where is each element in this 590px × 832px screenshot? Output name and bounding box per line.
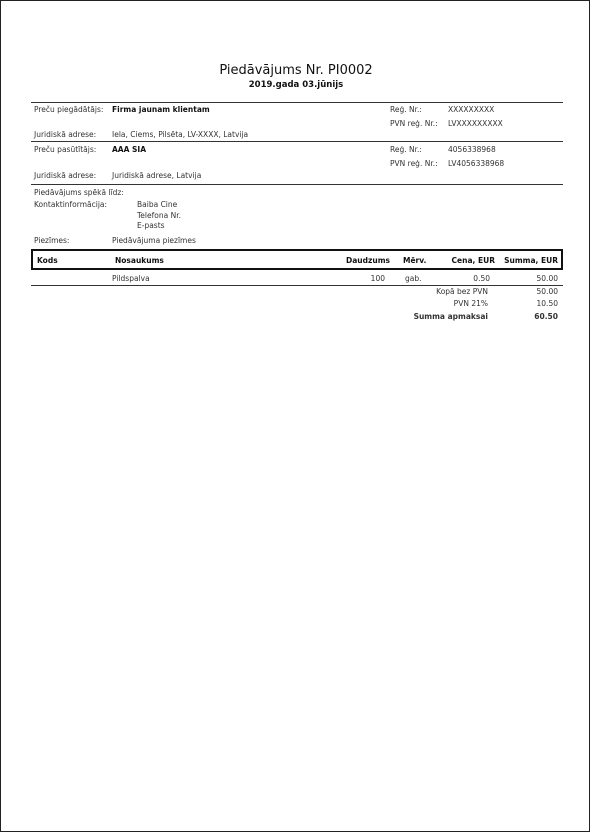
customer-name: AAA SIA (112, 145, 147, 154)
column-header-sum: Summa, EUR (504, 256, 558, 265)
customer-reg-value: 4056338968 (448, 145, 496, 154)
customer-vat-label: PVN reģ. Nr.: (390, 159, 438, 168)
contact-email: E-pasts (137, 221, 165, 230)
customer-label: Preču pasūtītājs: (34, 145, 97, 154)
row-name: Pildspalva (112, 274, 150, 283)
column-header-quantity: Daudzums (346, 256, 390, 265)
items-table-header (31, 249, 563, 270)
row-quantity: 100 (370, 274, 385, 283)
contact-phone: Telefona Nr. (137, 211, 181, 220)
notes-label: Piezīmes: (34, 236, 70, 245)
supplier-vat-value: LVXXXXXXXXX (448, 119, 503, 128)
valid-until-label: Piedāvājums spēkā līdz: (34, 188, 124, 197)
supplier-reg-label: Reģ. Nr.: (390, 105, 422, 114)
column-header-code: Kods (37, 256, 58, 265)
net-total-label: Kopā bez PVN (436, 287, 488, 296)
row-price: 0.50 (473, 274, 490, 283)
supplier-label: Preču piegādātājs: (34, 105, 104, 114)
vat-total-value: 10.50 (536, 299, 558, 308)
supplier-vat-label: PVN reģ. Nr.: (390, 119, 438, 128)
column-header-unit: Mērv. (403, 256, 427, 265)
divider (31, 184, 563, 185)
column-header-name: Nosaukums (115, 256, 164, 265)
grand-total-label: Summa apmaksai (413, 312, 488, 321)
vat-total-label: PVN 21% (453, 299, 488, 308)
customer-address: Juridiskā adrese, Latvija (112, 171, 202, 180)
notes-value: Piedāvājuma piezīmes (112, 236, 196, 245)
grand-total-value: 60.50 (534, 312, 558, 321)
net-total-value: 50.00 (536, 287, 558, 296)
divider (31, 141, 563, 142)
column-header-price: Cena, EUR (451, 256, 495, 265)
divider (31, 285, 563, 286)
customer-reg-label: Reģ. Nr.: (390, 145, 422, 154)
row-sum: 50.00 (536, 274, 558, 283)
supplier-name: Firma jaunam klientam (112, 105, 210, 114)
row-unit: gab. (405, 274, 422, 283)
document-date: 2019.gada 03.jūnijs (248, 80, 344, 90)
customer-vat-value: LV4056338968 (448, 159, 505, 168)
supplier-address-label: Juridiskā adrese: (34, 130, 97, 139)
document-title: Piedāvājums Nr. PI0002 (219, 63, 373, 78)
divider (31, 102, 563, 103)
contact-label: Kontaktinformācija: (34, 200, 108, 209)
customer-address-label: Juridiskā adrese: (34, 171, 97, 180)
contact-name: Baiba Cine (137, 200, 178, 209)
supplier-reg-value: XXXXXXXXX (448, 105, 495, 114)
supplier-address: Iela, Ciems, Pilsēta, LV-XXXX, Latvija (112, 130, 249, 139)
